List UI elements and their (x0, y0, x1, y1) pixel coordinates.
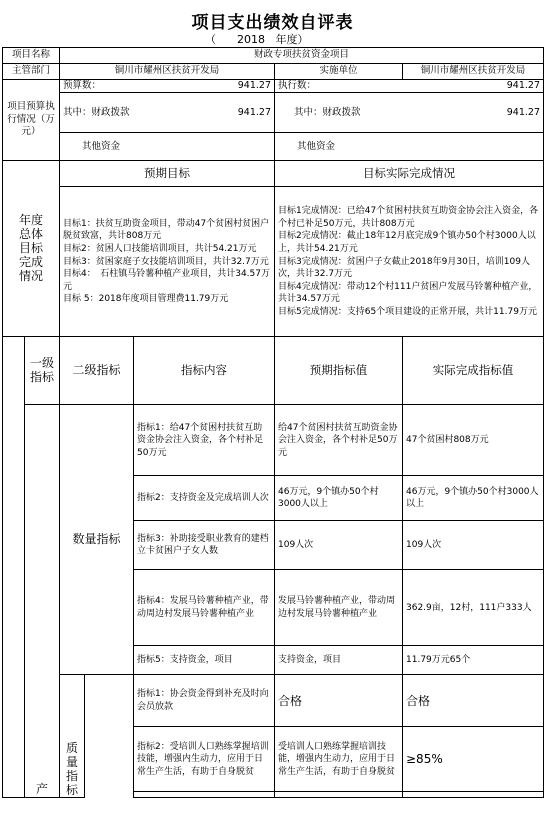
expected-goals-text: 目标1：扶贫互助资金项目，带动47个贫困村贫困户脱贫致富，共计808万元 目标2：贫困人口技能培训项目，共计54.21万元 目标3：贫困家庭子女技能培训项目，共计32.7万元 目标4： 石柱镇马铃薯种植产业项目，共计34.57万元 目标 5：2018年度项目管理费11.79万元 (60, 187, 275, 337)
quality-row-1-actual: 合格 (403, 675, 544, 727)
other-funds-right: 其他资金 (275, 133, 544, 161)
quality-spacer (60, 675, 85, 727)
budget-amount-label: 预算数： (63, 79, 102, 91)
col-level1-header: 一级指标 (25, 337, 60, 405)
quantity-row-1-content: 指标1：给47个贫困村扶贫互助资金协会注入资金，各个村补足50万元 (134, 405, 275, 476)
budget-amount: 941.27 (237, 79, 271, 91)
actual-goals-header: 目标实际完成情况 (275, 161, 544, 187)
budget-label: 项目预算执行情况（万元） (3, 79, 60, 161)
year-subtitle: （ 2018 年度） (205, 33, 309, 46)
continuation-cell-expected (275, 792, 403, 798)
page-title: 项目支出绩效自评表 (191, 13, 354, 33)
project-name-value: 财政专项扶贫资金项目 (60, 48, 544, 64)
project-name-label: 项目名称 (3, 48, 60, 64)
quality-row-2-actual: ≥85% (403, 727, 544, 792)
col-level2-header: 二级指标 (60, 337, 134, 405)
col-actual-header: 实际完成指标值 (403, 337, 544, 405)
dept-value: 铜川市耀州区扶贫开发局 (60, 63, 275, 79)
col-content-header: 指标内容 (134, 337, 275, 405)
fiscal-label-left: 其中：财政拨款 (63, 106, 130, 118)
col-expected-header: 预期指标值 (275, 337, 403, 405)
quantity-row-5-expected: 支持资金，项目 (275, 646, 403, 675)
quantity-row-5-content: 指标5：支持资金，项目 (134, 646, 275, 675)
fiscal-label-right: 其中：财政拨款 (294, 106, 361, 118)
quantity-row-1-expected: 给47个贫困村扶贫互助资金协会注入资金，各个村补足50万元 (275, 405, 403, 476)
quantity-row-1-actual: 47个贫困村808万元 (403, 405, 544, 476)
impl-value: 铜川市耀州区扶贫开发局 (403, 63, 544, 79)
continuation-cell-actual (403, 792, 544, 798)
evaluation-table (2, 47, 544, 798)
quantity-row-2-expected: 46万元，9个镇办50个村3000人以上 (275, 476, 403, 521)
quantity-row-4-actual: 362.9亩，12村，111户333人 (403, 570, 544, 646)
level1-cut-label: 产 (25, 405, 60, 798)
expected-goals-header: 预期目标 (60, 161, 275, 187)
quantity-row-4-content: 指标4：发展马铃薯种植产业，带动周边村发展马铃薯种植产业 (134, 570, 275, 646)
other-funds-left: 其他资金 (60, 133, 275, 161)
continuation-cell-content (134, 792, 275, 798)
exec-amount: 941.27 (506, 79, 540, 91)
quantity-row-3-content: 指标3：补助接受职业教育的建档立卡贫困户子女人数 (134, 521, 275, 570)
quality-gap (85, 675, 134, 798)
actual-goals-text: 目标1完成情况：已给47个贫困村扶贫互助资金协会注入资金，各个村已补足50万元，共计808万元 目标2完成情况：截止18年12月底完成9个镇办50个村3000人以上，共计54.21万元 目标3完成情况：贫困户子女截止2018年9月30日，培训109人次，共计32.7万元 目标4完成情况：带动12个村111户贫困户发展马铃薯种植产业，共计34.57万元 目标5完成情况：支持65个项目建设的正常开展，共计11.79万元 (275, 187, 544, 337)
quantity-row-5-actual: 11.79万元65个 (403, 646, 544, 675)
quantity-indicator-label: 数量指标 (60, 405, 134, 675)
quality-row-1-expected: 合格 (275, 675, 403, 727)
quality-row-2-expected: 受培训人口熟练掌握培训技能，增强内生动力，应用于日常生产生活，有助于自身脱贫 (275, 727, 403, 792)
exec-amount-label: 执行数： (278, 79, 317, 91)
blank-side-cell (3, 337, 25, 798)
quality-indicator-label: 质量指标 (60, 727, 85, 798)
quantity-row-3-actual: 109人次 (403, 521, 544, 570)
quantity-row-3-expected: 109人次 (275, 521, 403, 570)
impl-label: 实施单位 (275, 63, 403, 79)
fiscal-right: 941.27 (506, 106, 540, 118)
quantity-row-2-actual: 46万元，9个镇办50个村3000人以上 (403, 476, 544, 521)
annual-goal-label: 年度总体目标完成情况 (3, 161, 60, 337)
quality-row-1-content: 指标1：协会资金得到补充及时向会员放款 (134, 675, 275, 727)
quantity-row-2-content: 指标2：支持资金及完成培训人次 (134, 476, 275, 521)
quality-row-2-content: 指标2：受培训人口熟练掌握培训技能，增强内生动力，应用于日常生产生活，有助于自身脱贫 (134, 727, 275, 792)
quantity-row-4-expected: 发展马铃薯种植产业，带动周边村发展马铃薯种植产业 (275, 570, 403, 646)
dept-label: 主管部门 (3, 63, 60, 79)
fiscal-left: 941.27 (237, 106, 271, 118)
